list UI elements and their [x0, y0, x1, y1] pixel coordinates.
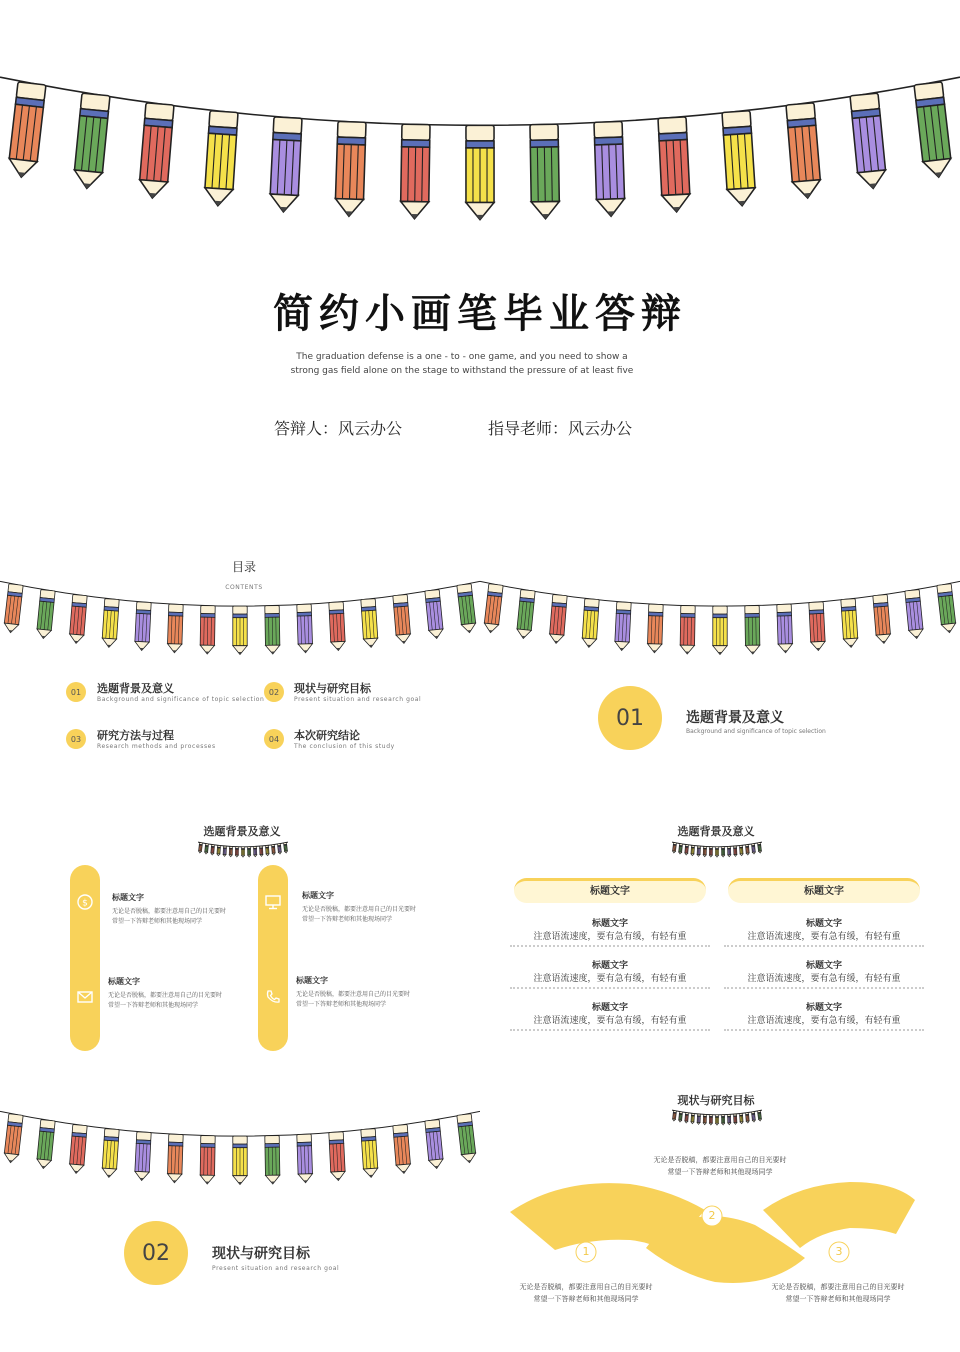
pencil-icon — [229, 846, 232, 856]
pencil-icon — [466, 125, 494, 219]
pencil-icon — [253, 846, 256, 856]
pencil-icon — [3, 1114, 23, 1164]
cell-title: 标题文字 — [591, 961, 628, 971]
pencil-icon — [850, 93, 887, 190]
cover-advisor: 指导老师：风云办公 — [488, 419, 633, 438]
toc-item-03[interactable] — [66, 727, 256, 753]
card-2 — [302, 890, 442, 925]
pencil-icon — [265, 1136, 280, 1185]
pencil-icon — [134, 1132, 151, 1181]
card-body: 常望一下答辩老师和其他现场同学 — [112, 918, 203, 925]
pencil-icon — [204, 844, 208, 855]
pencil-icon — [739, 845, 743, 855]
wave-mini-garland — [672, 1108, 762, 1126]
table-header: 选题背景及意义 — [677, 825, 755, 838]
pencil-icon — [914, 82, 953, 179]
toc-item-en: Research methods and processes — [97, 743, 216, 750]
pencil-icon — [69, 1125, 87, 1174]
pencil-icon — [516, 590, 535, 640]
table-column-right — [724, 878, 924, 1031]
toc-number-badge: 01 — [66, 682, 86, 702]
pencil-icon — [691, 845, 695, 855]
cell-body: 注意语流速度，要有急有缓，有轻有重 — [747, 932, 901, 942]
cell-body: 注意语流速度，要有急有缓，有轻有重 — [747, 1016, 901, 1026]
pencil-icon — [457, 584, 477, 634]
phone-icon — [264, 988, 282, 1006]
cell-body: 注意语流速度，要有急有缓，有轻有重 — [533, 974, 687, 984]
svg-text:$: $ — [82, 898, 88, 909]
toc-item-04[interactable] — [264, 727, 454, 753]
mail-icon — [76, 988, 94, 1006]
pencil-icon — [223, 846, 227, 856]
pencil-icon — [211, 845, 215, 855]
pencil-icon — [241, 847, 244, 857]
pencil-icon — [329, 1132, 346, 1181]
cell-title: 标题文字 — [805, 1003, 842, 1013]
pencil-icon — [233, 606, 247, 654]
pencil-icon — [733, 846, 737, 856]
pencil-icon — [647, 604, 663, 653]
pencil-icon — [680, 606, 695, 655]
card-title: 标题文字 — [296, 976, 328, 985]
pencil-icon — [739, 1113, 743, 1123]
cell-title: 标题文字 — [591, 919, 628, 929]
dollar-icon — [76, 893, 94, 911]
pencil-icon — [393, 1125, 411, 1174]
pencil-icon — [697, 1114, 701, 1124]
pencil-icon — [751, 844, 755, 855]
toc-item-en: Present situation and research goal — [294, 696, 422, 703]
table-column-left — [510, 878, 710, 1031]
pencil-icon — [200, 606, 215, 655]
pencil-icon — [691, 1113, 695, 1123]
pencil-icon — [757, 1111, 761, 1122]
cell-body: 注意语流速度，要有急有缓，有轻有重 — [747, 974, 901, 984]
pencil-icon — [722, 111, 756, 207]
toc-item-title: 研究方法与过程 — [97, 729, 174, 742]
pencil-icon — [297, 1134, 313, 1183]
pencil-icon — [425, 590, 444, 640]
table-cell — [724, 916, 924, 947]
toc-item-en: Background and significance of topic selection — [97, 696, 265, 703]
pencil-icon — [36, 590, 55, 640]
pencil-icon — [713, 606, 727, 654]
column-head: 标题文字 — [514, 878, 706, 903]
pencil-icon — [259, 846, 263, 856]
pencil-icon — [457, 1114, 477, 1164]
pencil-icon — [204, 111, 238, 207]
toc-number-badge: 03 — [66, 729, 86, 749]
pencil-icon — [233, 1136, 247, 1184]
toc-item-title: 本次研究结论 — [294, 729, 360, 742]
pencil-icon — [745, 606, 760, 655]
pencil-icon — [709, 1115, 712, 1125]
pencil-icon — [425, 1120, 444, 1170]
card-title: 标题文字 — [108, 977, 140, 986]
section2-title: 现状与研究目标 — [212, 1246, 310, 1262]
wave-node-3: 3 — [835, 1245, 843, 1258]
pencil-icon — [685, 1113, 689, 1123]
toc-subtitle: CONTENTS — [225, 584, 263, 591]
pencil-icon — [134, 602, 151, 651]
pencil-icon — [265, 845, 269, 855]
pencil-icon — [361, 599, 379, 648]
card-body: 无论是否脱稿，都要注意用自己的目光要时 — [108, 992, 223, 999]
pencil-icon — [102, 1129, 120, 1178]
pencil-icon — [777, 604, 793, 653]
pencil-icon — [271, 845, 275, 855]
section1-pencil-garland — [480, 570, 960, 665]
table-cell — [510, 916, 710, 947]
wave-text-line: 无论是否脱稿，都要注意用自己的目光要时 — [519, 1283, 653, 1291]
pencil-icon — [594, 121, 625, 216]
wave-right-text — [738, 1281, 938, 1305]
card-3 — [108, 976, 248, 1011]
pencil-icon — [745, 1113, 749, 1123]
pencil-icon — [745, 845, 749, 855]
card-title: 标题文字 — [302, 891, 334, 900]
toc-item-en: The conclusion of this study — [294, 743, 395, 750]
wave-text-line: 常望一下答辩老师和其他现场同学 — [785, 1295, 891, 1303]
pencil-icon — [138, 103, 174, 199]
toc-pencil-garland — [0, 570, 480, 665]
toc-item-02[interactable] — [264, 680, 454, 706]
pencil-icon — [3, 584, 23, 634]
pencil-icon — [809, 602, 826, 651]
table-cell — [724, 1000, 924, 1031]
cell-title: 标题文字 — [591, 1003, 628, 1013]
section1-number-circle: 01 — [598, 686, 662, 750]
cover-defender: 答辩人：风云办公 — [274, 419, 403, 438]
card-body: 无论是否脱稿，都要注意用自己的目光要时 — [302, 906, 417, 913]
pencil-icon — [269, 117, 302, 213]
card-body: 无论是否脱稿，都要注意用自己的目光要时 — [296, 991, 411, 998]
card-4 — [296, 975, 436, 1010]
pencil-icon — [709, 847, 712, 857]
card-1 — [112, 892, 252, 927]
pencil-icon — [7, 82, 46, 179]
pencil-icon — [283, 843, 287, 854]
pencil-icon — [786, 103, 822, 199]
pencil-icon — [361, 1129, 379, 1178]
pencil-icon — [483, 584, 503, 634]
pencil-icon — [167, 1134, 183, 1183]
table-mini-garland — [672, 840, 762, 858]
pencil-icon — [727, 846, 730, 856]
table-cell — [510, 958, 710, 989]
pencil-icon — [198, 843, 202, 854]
section1-title: 选题背景及意义 — [686, 710, 784, 726]
pencil-icon — [400, 124, 430, 219]
pencil-icon — [582, 599, 600, 648]
card-title: 标题文字 — [112, 893, 144, 902]
toc-number-badge: 04 — [264, 729, 284, 749]
wave-node-1: 1 — [582, 1245, 590, 1258]
pencil-icon — [530, 124, 560, 219]
pencil-icon — [549, 595, 567, 644]
pencil-icon — [393, 595, 411, 644]
pencil-icon — [721, 1115, 724, 1125]
pencil-icon — [672, 1111, 676, 1122]
pencil-icon — [678, 1112, 682, 1123]
pencil-icon — [235, 847, 238, 857]
pencil-icon — [672, 843, 676, 854]
pencil-icon — [614, 602, 631, 651]
pencil-icon — [751, 1112, 755, 1123]
monitor-icon — [264, 893, 282, 911]
cover-title: 简约小画笔毕业答辩 — [273, 291, 687, 337]
pencil-icon — [685, 845, 689, 855]
card-body: 常望一下答辩老师和其他现场同学 — [296, 1001, 387, 1008]
pencil-icon — [757, 843, 761, 854]
table-cell — [724, 958, 924, 989]
cell-body: 注意语流速度，要有急有缓，有轻有重 — [533, 1016, 687, 1026]
pencil-icon — [658, 117, 691, 213]
cards-header: 选题背景及意义 — [203, 825, 281, 838]
toc-item-title: 选题背景及意义 — [97, 682, 174, 695]
pencil-icon — [715, 847, 718, 857]
wave-left-text — [486, 1281, 686, 1305]
section2-en: Present situation and research goal — [212, 1265, 340, 1272]
wave-header: 现状与研究目标 — [677, 1094, 755, 1107]
wave-text-line: 常望一下答辩老师和其他现场同学 — [667, 1168, 773, 1176]
pencil-icon — [200, 1136, 215, 1185]
pencil-icon — [703, 1114, 706, 1124]
pencil-icon — [697, 846, 701, 856]
pencil-icon — [217, 845, 221, 855]
cards-mini-garland — [198, 840, 288, 858]
pencil-icon — [69, 595, 87, 644]
pencil-icon — [277, 844, 281, 855]
pencil-icon — [167, 604, 183, 653]
wave-text-line: 无论是否脱稿，都要注意用自己的目光要时 — [771, 1283, 905, 1291]
cell-title: 标题文字 — [805, 961, 842, 971]
wave-node-2: 2 — [708, 1209, 716, 1222]
pencil-icon — [73, 93, 110, 190]
pencil-icon — [297, 604, 313, 653]
toc-item-01[interactable] — [66, 680, 265, 706]
section2-number-circle: 02 — [124, 1221, 188, 1285]
column-head: 标题文字 — [728, 878, 920, 903]
wave-text-line: 常望一下答辩老师和其他现场同学 — [533, 1295, 639, 1303]
toc-title: 目录 — [231, 560, 256, 574]
wave-text-line: 无论是否脱稿，都要注意用自己的目光要时 — [653, 1156, 787, 1164]
pencil-icon — [733, 1114, 737, 1124]
pencil-icon — [703, 846, 706, 856]
table-cell — [510, 1000, 710, 1031]
pencil-icon — [727, 1114, 730, 1124]
toc-number-badge: 02 — [264, 682, 284, 702]
cell-body: 注意语流速度，要有急有缓，有轻有重 — [533, 932, 687, 942]
pencil-icon — [265, 606, 280, 655]
section1-en: Background and significance of topic selection — [686, 728, 826, 735]
pencil-icon — [905, 590, 924, 640]
section2-pencil-garland — [0, 1100, 480, 1195]
cell-title: 标题文字 — [805, 919, 842, 929]
pencil-icon — [937, 584, 957, 634]
cover-tagline: The graduation defense is a one - to - one game, and you need to show a strong gas field alone on the stage to withstand the pressure of at least five — [290, 352, 634, 376]
card-body: 常望一下答辩老师和其他现场同学 — [302, 916, 393, 923]
pencil-icon — [873, 595, 891, 644]
pencil-icon — [247, 847, 250, 857]
card-body: 常望一下答辩老师和其他现场同学 — [108, 1002, 199, 1009]
pencil-icon — [335, 121, 366, 216]
pencil-icon — [721, 847, 724, 857]
card-body: 无论是否脱稿，都要注意用自己的目光要时 — [112, 908, 227, 915]
pencil-icon — [102, 599, 120, 648]
pencil-icon — [715, 1115, 718, 1125]
pencil-icon — [841, 599, 859, 648]
pencil-icon — [678, 844, 682, 855]
cover-pencil-garland — [0, 55, 960, 240]
pencil-icon — [329, 602, 346, 651]
pencil-icon — [36, 1120, 55, 1170]
toc-item-title: 现状与研究目标 — [294, 682, 371, 695]
